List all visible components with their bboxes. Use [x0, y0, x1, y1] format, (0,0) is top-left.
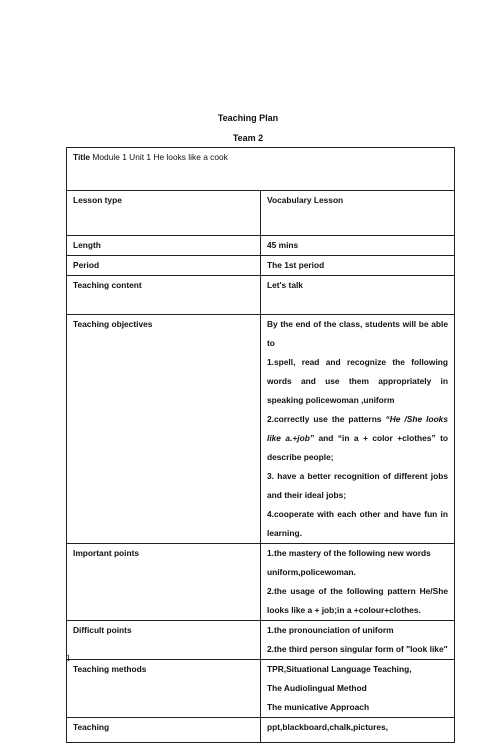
- length-row: [67, 236, 455, 256]
- teaching-plan-table: [66, 147, 455, 743]
- important-item-1: 1.the mastery of the following new words uniform,policewoman.: [267, 548, 431, 577]
- lesson-type-label: Lesson type: [67, 191, 261, 236]
- title-row: [67, 148, 455, 191]
- important-label: Important points: [67, 544, 261, 621]
- aids-row: [67, 718, 455, 743]
- length-label: Length: [67, 236, 261, 256]
- method-item-1: TPR,Situational Language Teaching,: [267, 664, 412, 674]
- important-value: [261, 544, 455, 621]
- objective-item-2-end: and “in a + color +clothes” to describe people;: [267, 433, 449, 462]
- objectives-intro: By the end of the class, students will be able to: [267, 319, 448, 348]
- objectives-value: [261, 315, 455, 544]
- difficult-label: Difficult points: [67, 621, 261, 660]
- objective-item-2: [267, 410, 448, 467]
- important-row: [67, 544, 455, 621]
- difficult-row: [67, 621, 455, 660]
- objective-item-2-pattern: “He /She looks like a.+job”: [267, 414, 448, 443]
- period-row: [67, 256, 455, 276]
- aids-value: ppt,blackboard,chalk,pictures,: [261, 718, 455, 743]
- important-item-2: 2.the usage of the following pattern He/She looks like a + job;in a +colour+clothes.: [267, 586, 448, 615]
- title-label: Title: [73, 152, 91, 162]
- lesson-type-row: [67, 191, 455, 236]
- title-value: Module 1 Unit 1 He looks like a cook: [90, 152, 228, 162]
- objective-item-3: 3. have a better recognition of different jobs and their ideal jobs;: [267, 471, 448, 500]
- objectives-row: [67, 315, 455, 544]
- document-title: Teaching Plan: [217, 113, 279, 123]
- difficult-value: [261, 621, 455, 660]
- difficult-item-1: 1.the pronounciation of uniform: [267, 625, 394, 635]
- content-label: Teaching content: [67, 276, 261, 315]
- period-label: Period: [67, 256, 261, 276]
- difficult-item-2: 2.the third person singular form of "look like": [267, 644, 448, 654]
- methods-value: [261, 660, 455, 718]
- team-label: Team 2: [232, 133, 264, 143]
- objectives-label: Teaching objectives: [67, 315, 261, 544]
- methods-label: Teaching methods: [67, 660, 261, 718]
- content-value: Let's talk: [261, 276, 455, 315]
- methods-row: [67, 660, 455, 718]
- method-item-3: The municative Approach: [267, 702, 370, 712]
- objective-item-2-start: 2.correctly use the patterns: [267, 414, 386, 424]
- length-value: 45 mins: [261, 236, 455, 256]
- method-item-2: The Audiolingual Method: [267, 683, 367, 693]
- title-cell: [67, 148, 455, 191]
- objective-item-4: 4.cooperate with each other and have fun in learning.: [267, 509, 448, 538]
- objective-item-1: 1.spell, read and recognize the following words and use them appropriately in speaking policewoman ,uniform: [267, 357, 448, 405]
- lesson-type-value: Vocabulary Lesson: [261, 191, 455, 236]
- period-value: The 1st period: [261, 256, 455, 276]
- page-number: 1: [66, 653, 71, 663]
- aids-label: Teaching: [67, 718, 261, 743]
- content-row: [67, 276, 455, 315]
